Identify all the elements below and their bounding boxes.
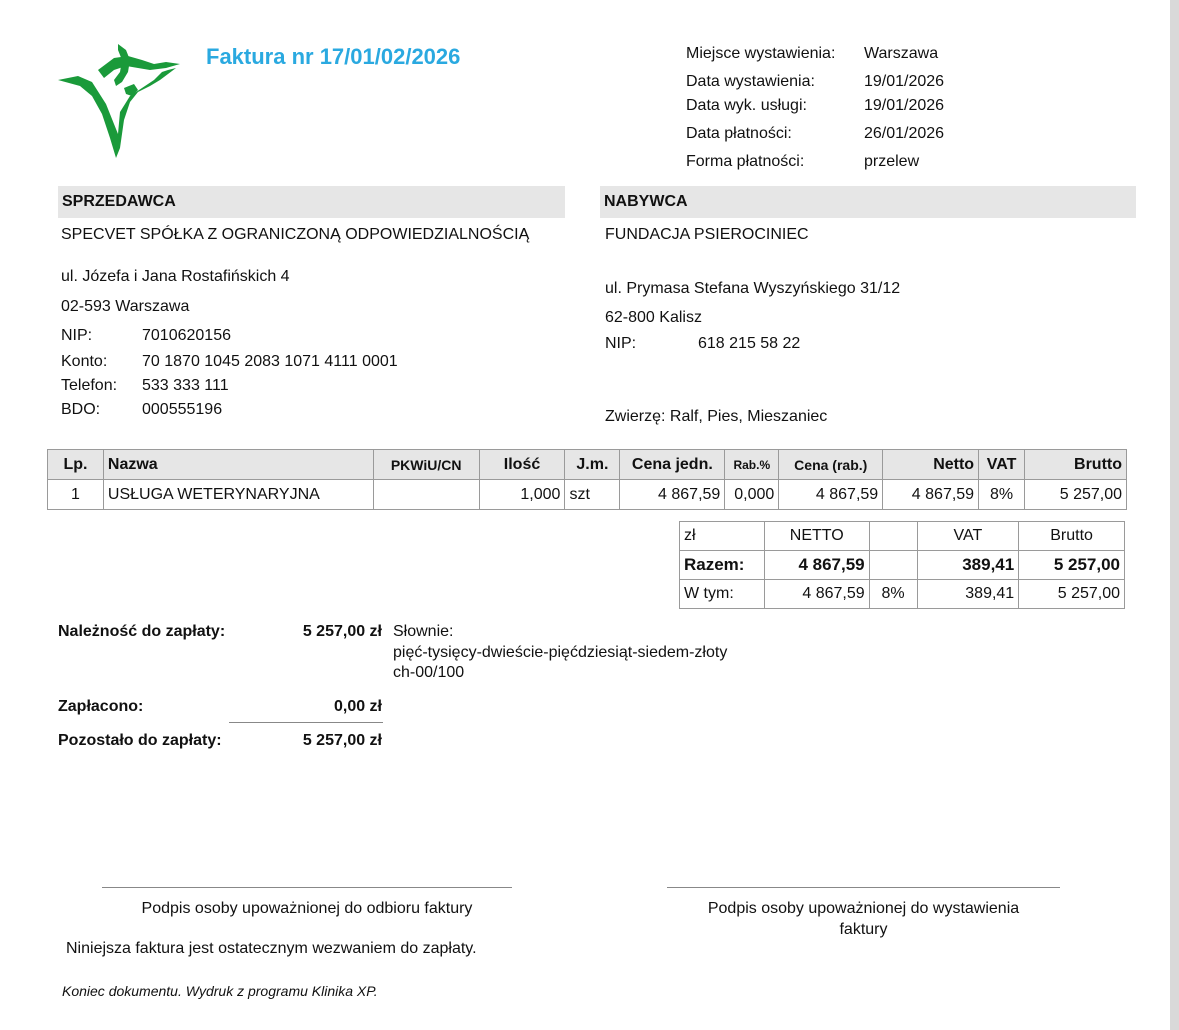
seller-phone-value: 533 333 111 xyxy=(142,377,229,394)
document-footer: Koniec dokumentu. Wydruk z programu Klinika XP. xyxy=(62,983,378,999)
col-discount: Rab.% xyxy=(725,450,779,480)
seller-name: SPECVET SPÓŁKA Z OGRANICZONĄ ODPOWIEDZIALNOŚCIĄ xyxy=(61,226,530,243)
seller-header: SPRZEDAWCA xyxy=(58,186,565,218)
col-gross: Brutto xyxy=(1025,450,1127,480)
buyer-animal: Zwierzę: Ralf, Pies, Mieszaniec xyxy=(605,408,828,425)
due-label: Należność do zapłaty: xyxy=(58,623,226,640)
cell-net: 4 867,59 xyxy=(883,480,979,510)
seller-bdo-value: 000555196 xyxy=(142,401,223,418)
meta-value-place: Warszawa xyxy=(864,45,939,62)
meta-label-payment-date: Data płatności: xyxy=(686,125,792,142)
col-lp: Lp. xyxy=(48,450,104,480)
paid-value: 0,00 zł xyxy=(333,698,382,715)
meta-value-payment-form: przelew xyxy=(864,153,920,170)
items-table xyxy=(47,449,1127,510)
issuer-signature-line xyxy=(667,887,1060,888)
paid-divider xyxy=(229,722,383,723)
page-edge xyxy=(1170,0,1179,1030)
totals-sum-row xyxy=(680,551,1125,580)
meta-label-issue-date: Data wystawienia: xyxy=(686,73,815,90)
cell-discount: 0,000 xyxy=(725,480,779,510)
paid-label: Zapłacono: xyxy=(58,698,144,715)
cell-lp: 1 xyxy=(48,480,104,510)
totals-sum-gross: 5 257,00 xyxy=(1019,551,1125,580)
issuer-signature-line-2: faktury xyxy=(839,921,888,938)
meta-label-service-date: Data wyk. usługi: xyxy=(686,97,807,114)
totals-col-currency: zł xyxy=(680,522,765,551)
col-unit-price: Cena jedn. xyxy=(620,450,725,480)
totals-col-rate xyxy=(869,522,917,551)
meta-label-payment-form: Forma płatności: xyxy=(686,153,805,170)
remaining-value: 5 257,00 zł xyxy=(302,732,382,749)
seller-nip-label: NIP: xyxy=(61,327,93,344)
items-header-row xyxy=(48,450,1127,480)
totals-header-row xyxy=(680,522,1125,551)
totals-col-vat: VAT xyxy=(917,522,1019,551)
totals-table xyxy=(679,521,1125,609)
totals-sum-vat: 389,41 xyxy=(917,551,1019,580)
table-row xyxy=(48,480,1127,510)
totals-breakdown-net: 4 867,59 xyxy=(764,580,869,609)
buyer-street: ul. Prymasa Stefana Wyszyńskiego 31/12 xyxy=(605,280,901,297)
cell-pkwiu xyxy=(373,480,479,510)
meta-label-place: Miejsce wystawienia: xyxy=(686,45,836,62)
buyer-name: FUNDACJA PSIEROCINIEC xyxy=(605,226,809,243)
cell-gross: 5 257,00 xyxy=(1025,480,1127,510)
issuer-signature-label xyxy=(667,898,1060,940)
receiver-signature-label: Podpis osoby upoważnionej do odbioru faktury xyxy=(141,900,473,917)
words-line-2: ch-00/100 xyxy=(393,664,465,681)
col-price-disc: Cena (rab.) xyxy=(779,450,883,480)
buyer-city: 62-800 Kalisz xyxy=(605,309,702,326)
buyer-nip-value: 618 215 58 22 xyxy=(698,335,801,352)
totals-breakdown-row xyxy=(680,580,1125,609)
cell-price-disc: 4 867,59 xyxy=(779,480,883,510)
remaining-label: Pozostało do zapłaty: xyxy=(58,732,222,749)
totals-col-gross: Brutto xyxy=(1019,522,1125,551)
seller-street: ul. Józefa i Jana Rostafińskich 4 xyxy=(61,268,290,285)
words-line-1: pięć-tysięcy-dwieście-pięćdziesiąt-siedem-złoty xyxy=(393,644,728,661)
cell-unit: szt xyxy=(565,480,620,510)
seller-nip-value: 7010620156 xyxy=(142,327,231,344)
buyer-nip-label: NIP: xyxy=(605,335,637,352)
meta-value-payment-date: 26/01/2026 xyxy=(864,125,945,142)
seller-bdo-label: BDO: xyxy=(61,401,101,418)
buyer-header: NABYWCA xyxy=(600,186,1136,218)
totals-breakdown-gross: 5 257,00 xyxy=(1019,580,1125,609)
invoice-title: Faktura nr 17/01/02/2026 xyxy=(206,44,461,69)
receiver-signature-line xyxy=(102,887,512,888)
col-name: Nazwa xyxy=(103,450,373,480)
totals-breakdown-label: W tym: xyxy=(680,580,765,609)
col-vat: VAT xyxy=(979,450,1025,480)
totals-sum-net: 4 867,59 xyxy=(764,551,869,580)
totals-sum-rate xyxy=(869,551,917,580)
seller-account-value: 70 1870 1045 2083 1071 4111 0001 xyxy=(142,353,398,370)
col-net: Netto xyxy=(883,450,979,480)
due-value: 5 257,00 zł xyxy=(302,623,382,640)
final-notice: Niniejsza faktura jest ostatecznym wezwaniem do zapłaty. xyxy=(66,940,477,957)
col-qty: Ilość xyxy=(479,450,565,480)
cell-unit-price: 4 867,59 xyxy=(620,480,725,510)
totals-col-net: NETTO xyxy=(764,522,869,551)
seller-city: 02-593 Warszawa xyxy=(61,298,190,315)
seller-phone-label: Telefon: xyxy=(61,377,118,394)
col-unit: J.m. xyxy=(565,450,620,480)
col-pkwiu: PKWiU/CN xyxy=(373,450,479,480)
issuer-signature-line-1: Podpis osoby upoważnionej do wystawienia xyxy=(707,900,1020,917)
meta-value-service-date: 19/01/2026 xyxy=(864,97,945,114)
cell-vat: 8% xyxy=(979,480,1025,510)
cell-qty: 1,000 xyxy=(479,480,565,510)
meta-value-issue-date: 19/01/2026 xyxy=(864,73,945,90)
seller-account-label: Konto: xyxy=(61,353,108,370)
totals-sum-label: Razem: xyxy=(680,551,765,580)
totals-breakdown-rate: 8% xyxy=(869,580,917,609)
words-label: Słownie: xyxy=(393,623,454,640)
veterinary-logo-icon xyxy=(58,42,180,160)
cell-name: USŁUGA WETERYNARYJNA xyxy=(103,480,373,510)
totals-breakdown-vat: 389,41 xyxy=(917,580,1019,609)
